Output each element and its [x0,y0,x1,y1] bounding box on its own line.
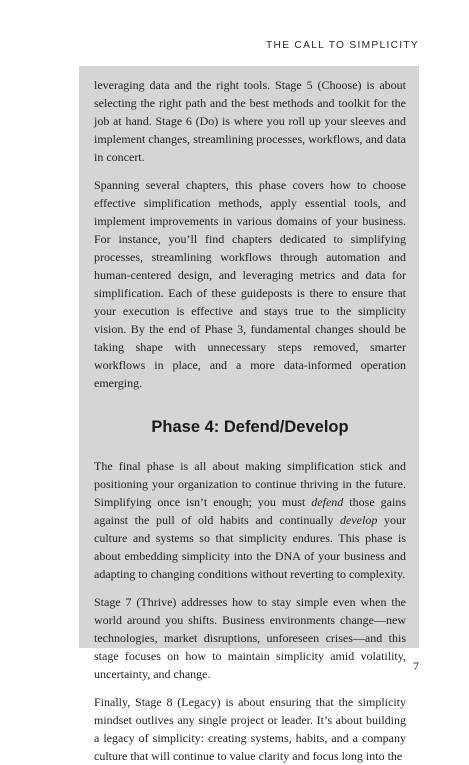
paragraph-3-part-c: your culture and systems so that simplicity endures. This phase is about embedding simplicity into the DNA of your business and adapting to changing conditions without reverting to complexity. [94,513,406,581]
paragraph-3 [94,457,406,583]
paragraph-2: Spanning several chapters, this phase covers how to choose effective simplification methods, apply essential tools, and implement improvements in various domains of your business. For instance, you’ll find chapters dedicated to simplifying processes, streamlining workflows through automation and human-centered design, and leveraging metrics and data for simplification. Each of these guideposts is there to ensure that your execution is effective and stays true to the simplicity vision. By the end of Phase 3, fundamental changes should be taking shape with unnecessary steps removed, smarter workflows in place, and a more data-informed operation emerging. [94,178,406,390]
page-number: 7 [413,659,419,673]
paragraph-5: Finally, Stage 8 (Legacy) is about ensuring that the simplicity mindset outlives any single project or leader. It’s about building a legacy of simplicity: creating systems, habits, and a company culture that will continue to value clarity and focus long into the [94,695,406,763]
section-heading: Phase 4: Defend/Develop [151,418,349,436]
paragraph-1: leveraging data and the right tools. Stage 5 (Choose) is about selecting the right path and the best methods and toolkit for the job at hand. Stage 6 (Do) is where you roll up your sleeves and implement changes, streamlining processes, workflows, and data in concert. [94,78,406,164]
paragraph-3-part-a: The final phase is all about making simplification stick and positioning your organization to continue thriving in the future. Simplifying once isn’t enough; you must [94,459,406,509]
paragraph-3-part-b: those gains against the pull of old habits and continually [94,495,406,527]
paragraph-4: Stage 7 (Thrive) addresses how to stay simple even when the world around you shifts. Business environments change—new technologies, market disruptions, unforeseen crises—and this stage focuses on how to maintain simplicity amid volatility, uncertainty, and change. [94,595,406,681]
running-head: THE CALL TO SIMPLICITY [266,40,419,51]
emphasis-develop: develop [340,513,378,527]
emphasis-defend: defend [311,495,344,509]
sidebar-panel [79,66,419,763]
